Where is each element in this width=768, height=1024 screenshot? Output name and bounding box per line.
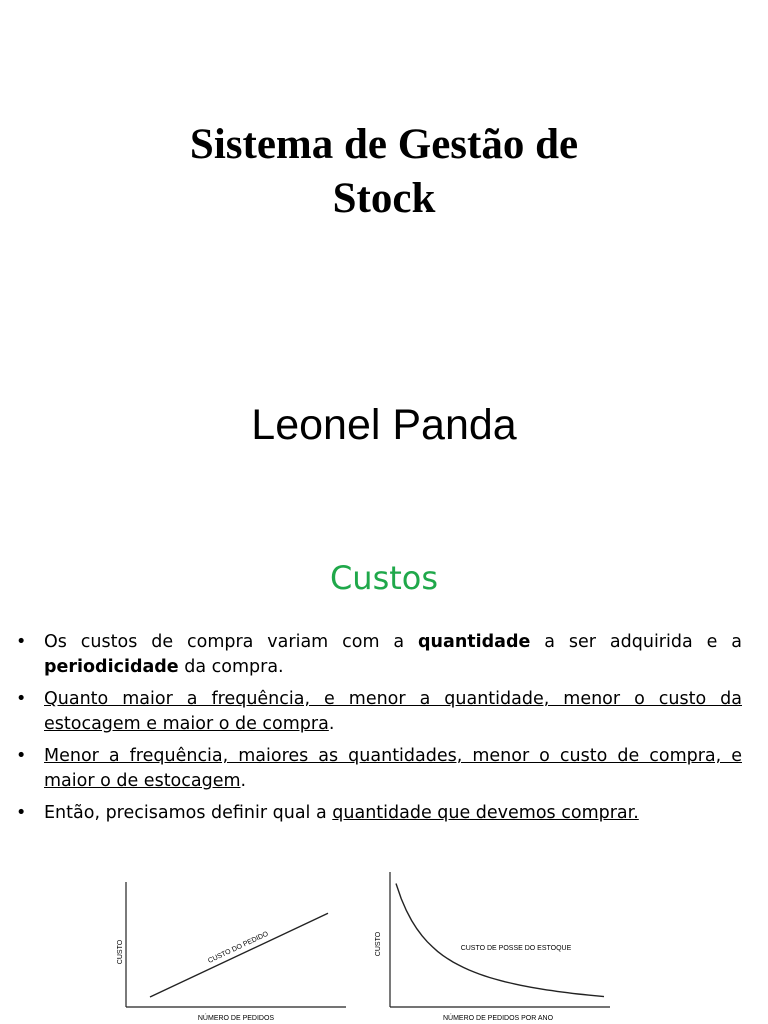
bullet-text: .	[240, 771, 247, 791]
order-cost-chart-svg	[100, 864, 350, 1024]
bullet-icon: •	[16, 632, 27, 652]
list-item	[16, 630, 742, 680]
bold-term: periodicidade	[44, 657, 179, 677]
bullet-text: da compra.	[178, 657, 284, 677]
bold-term: quantidade	[418, 632, 531, 652]
slide-title	[0, 118, 768, 226]
y-axis-label: CUSTO	[117, 939, 124, 965]
bullet-icon: •	[16, 689, 27, 709]
list-item	[16, 687, 742, 737]
list-item	[16, 801, 742, 826]
bullet-text: .	[328, 714, 335, 734]
holding-cost-chart	[366, 864, 616, 1024]
bullet-icon: •	[16, 803, 27, 823]
underlined-text: Menor a frequência, maiores as quantidades, menor o custo de compra, e maior o de estocagem	[44, 746, 742, 791]
bullet-list	[16, 630, 742, 833]
bullet-text: Então, precisamos definir qual a	[44, 803, 333, 823]
bullet-text: Os custos de compra variam com a	[44, 632, 419, 652]
series-label: CUSTO DE POSSE DO ESTOQUE	[460, 945, 572, 952]
author-name: Leonel Panda	[251, 401, 517, 449]
holding-cost-chart-svg	[366, 864, 616, 1024]
title-line-2: Stock	[332, 175, 436, 222]
bullet-text: a ser adquirida e a	[530, 632, 742, 652]
y-axis-label: CUSTO	[375, 931, 382, 957]
title-line-1: Sistema de Gestão de	[189, 121, 579, 168]
series-line-order-cost	[150, 913, 328, 997]
series-line-holding-cost	[396, 884, 604, 997]
bullet-icon: •	[16, 746, 27, 766]
list-item	[16, 744, 742, 794]
x-axis-label: NÚMERO DE PEDIDOS	[197, 1015, 275, 1022]
order-cost-chart	[100, 864, 350, 1024]
section-heading: Custos	[329, 559, 439, 597]
series-label: CUSTO DO PEDIDO	[207, 930, 270, 965]
underlined-text: quantidade que devemos comprar.	[332, 803, 639, 823]
x-axis-label: NÚMERO DE PEDIDOS POR ANO	[442, 1015, 554, 1022]
underlined-text: Quanto maior a frequência, e menor a quantidade, menor o custo da estocagem e maior o de compra	[44, 689, 742, 734]
